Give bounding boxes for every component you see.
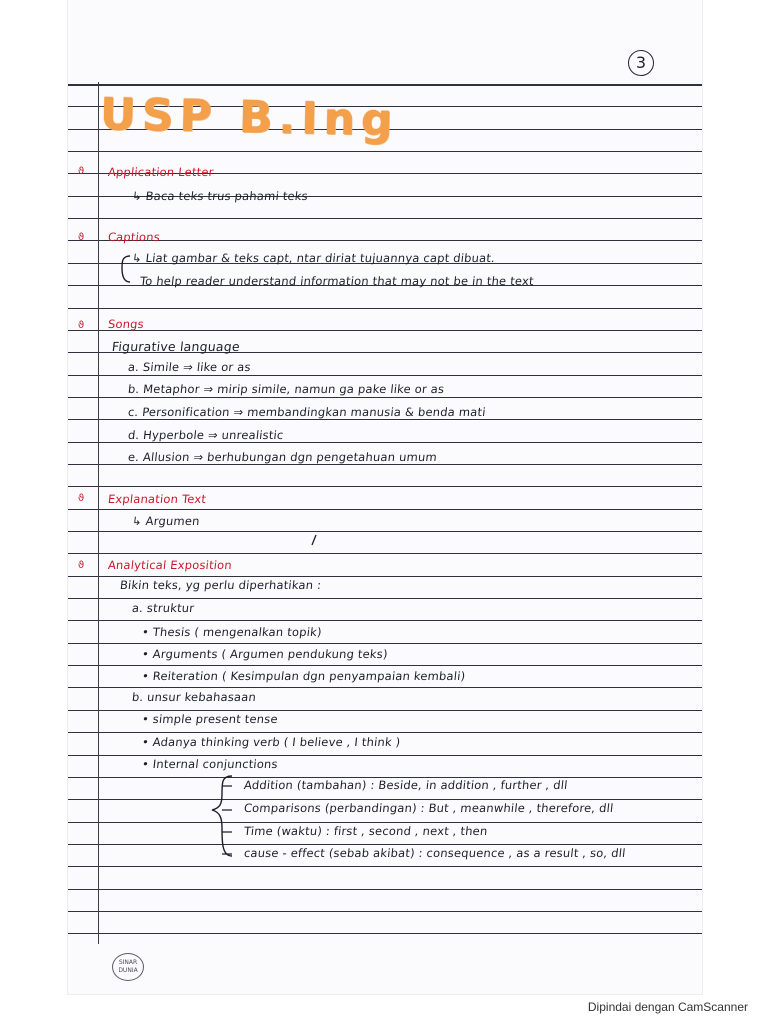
bullet-mark: ϑ: [78, 232, 85, 243]
language-item: • simple present tense: [141, 712, 279, 726]
bullet-mark: ϑ: [78, 560, 85, 571]
language-item: • Adanya thinking verb ( I believe , I think ): [141, 735, 402, 749]
conjunction-item: Comparisons (perbandingan) : But , meanwhile , therefore, dll: [243, 801, 615, 815]
bracket-icon: [118, 254, 132, 286]
bullet-mark: ϑ: [78, 320, 85, 331]
rule-line: [68, 710, 702, 711]
rule-line: [68, 911, 702, 912]
structure-item: • Reiteration ( Kesimpulan dgn penyampaian kembali): [141, 669, 467, 683]
conjunction-item: cause - effect (sebab akibat) : consequence , as a result , so, dll: [243, 846, 627, 860]
page-number: 3: [628, 50, 654, 76]
rule-line: [68, 509, 702, 510]
explanation-line: ↳ Argumen: [131, 514, 201, 528]
rule-line: [68, 397, 702, 398]
pen-stroke-mark: [310, 534, 318, 546]
heading-analytical-exposition: Analytical Exposition: [107, 558, 233, 572]
rule-line: [68, 822, 702, 823]
rule-line: [68, 576, 702, 577]
language-label: b. unsur kebahasaan: [131, 690, 257, 704]
rule-line: [68, 665, 702, 666]
rule-line: [68, 240, 702, 241]
heading-explanation-text: Explanation Text: [107, 492, 207, 506]
heading-application-letter: Application Letter: [107, 165, 215, 179]
curly-brace-icon: [206, 772, 236, 860]
rule-line: [68, 330, 702, 331]
application-letter-line: ↳ Baca teks trus pahami teks: [131, 189, 309, 203]
exposition-intro: Bikin teks, yg perlu diperhatikan :: [119, 578, 322, 592]
captions-line-1: ↳ Liat gambar & teks capt, ntar diriat tujuannya capt dibuat.: [131, 251, 496, 265]
bullet-mark: ϑ: [78, 493, 85, 504]
rule-line: [68, 933, 702, 934]
conjunction-item: Time (waktu) : first , second , next , then: [243, 824, 489, 838]
language-item: • Internal conjunctions: [141, 757, 279, 771]
rule-line: [68, 643, 702, 644]
arrow-icon: ↳: [131, 251, 147, 265]
arrow-icon: ↳: [131, 514, 147, 528]
rule-line: [68, 151, 702, 152]
songs-item: a. Simile ⇒ like or as: [127, 360, 252, 374]
songs-item: d. Hyperbole ⇒ unrealistic: [127, 428, 285, 442]
rule-line: [68, 308, 702, 309]
rule-line: [68, 598, 702, 599]
heading-captions: Captions: [107, 230, 161, 244]
brand-logo: SINAR DUNIA: [112, 953, 144, 981]
page-title: USP B.Ing: [99, 88, 399, 147]
rule-line: [68, 486, 702, 487]
rule-line: [68, 553, 702, 554]
rule-line: [68, 218, 702, 219]
rule-line: [68, 620, 702, 621]
heading-songs: Songs: [107, 317, 145, 331]
margin-line: [98, 82, 99, 944]
rule-line: [68, 889, 702, 890]
bullet-mark: ϑ: [78, 166, 85, 177]
songs-subheading: Figurative language: [111, 339, 241, 354]
rule-line: [68, 755, 702, 756]
rule-line: [68, 687, 702, 688]
structure-label: a. struktur: [131, 601, 196, 615]
arrow-icon: ↳: [131, 189, 147, 203]
rule-line: [68, 866, 702, 867]
songs-item: e. Allusion ⇒ berhubungan dgn pengetahuan umum: [127, 450, 438, 464]
rule-line: [68, 844, 702, 845]
rule-line: [68, 732, 702, 733]
structure-item: • Arguments ( Argumen pendukung teks): [141, 647, 389, 661]
songs-item: c. Personification ⇒ membandingkan manusia & benda mati: [127, 405, 487, 419]
structure-item: • Thesis ( mengenalkan topik): [141, 625, 323, 639]
rule-line: [68, 419, 702, 420]
conjunction-item: Addition (tambahan) : Beside, in addition , further , dll: [243, 778, 569, 792]
rule-line: [68, 464, 702, 465]
rule-line: [68, 531, 702, 532]
rule-line: [68, 375, 702, 376]
songs-item: b. Metaphor ⇒ mirip simile, namun ga pake like or as: [127, 382, 445, 396]
rule-line: [68, 84, 702, 86]
captions-line-2: To help reader understand information that may not be in the text: [139, 274, 535, 288]
scanner-footer: Dipindai dengan CamScanner: [587, 1000, 748, 1014]
